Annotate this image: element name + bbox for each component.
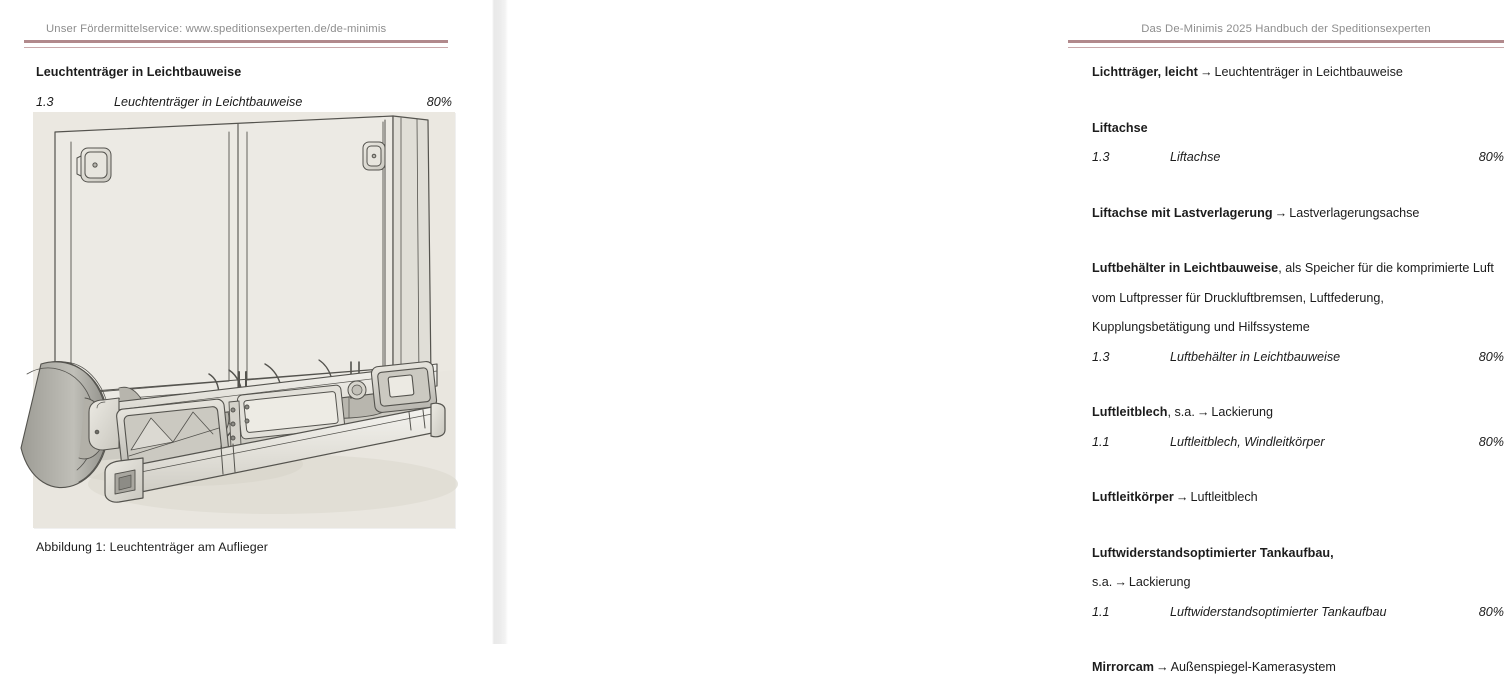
- glossary-entry: [1092, 114, 1504, 173]
- header-rule-left: [24, 40, 448, 48]
- glossary-entry: [1092, 539, 1504, 628]
- term-label: Liftachse mit Lastverlagerung: [1092, 205, 1273, 220]
- measure-description: Luftwiderstandsoptimierter Tankaufbau: [1170, 604, 1387, 619]
- entry-leuchtentraeger: [36, 58, 452, 117]
- term-label: Luftleitkörper: [1092, 490, 1174, 504]
- page-right: [508, 0, 1504, 674]
- measure-share: 80%: [1478, 150, 1504, 164]
- measure-code: 1.1: [1092, 604, 1110, 619]
- running-header-right: [1068, 22, 1504, 48]
- entry-cross-reference-line: [1092, 568, 1504, 598]
- measure-code: 1.1: [1092, 434, 1110, 449]
- entry-term-line: [1092, 199, 1504, 229]
- measure-code: 1.3: [1092, 150, 1110, 164]
- measure-row: [1092, 143, 1504, 173]
- header-left-text: Unser Fördermittelservice: www.speditionsexperten.de/de-minimis: [46, 23, 387, 35]
- cross-reference-arrow-icon: →: [1199, 65, 1213, 79]
- measure-share: 80%: [426, 94, 452, 109]
- cross-reference-target[interactable]: Luftleitblech: [1190, 490, 1258, 504]
- cross-reference-arrow-icon: →: [1156, 660, 1169, 674]
- figure-caption: Abbildung 1: Leuchtenträger am Auflieger: [36, 540, 269, 554]
- header-rule-right: [1068, 40, 1504, 48]
- measure-row: [1092, 598, 1504, 628]
- entry-term-line: [1092, 539, 1504, 569]
- entry-term-line: [36, 58, 452, 88]
- term-label: Lichtträger, leicht: [1092, 65, 1198, 79]
- measure-share: 80%: [1478, 349, 1504, 364]
- entry-spacer: [1092, 228, 1504, 254]
- measure-description: Luftleitblech, Windleitkörper: [1170, 434, 1325, 449]
- measure-description: Luftbehälter in Leichtbauweise: [1170, 349, 1341, 364]
- measure-row: [1092, 428, 1504, 458]
- glossary-entry: [1092, 58, 1504, 88]
- entry-description: , s.a.: [1167, 405, 1195, 419]
- header-right-text: Das De-Minimis 2025 Handbuch der Speditionsexperten: [1141, 23, 1431, 35]
- term-label: Mirrorcam: [1092, 660, 1155, 674]
- entry-spacer: [1092, 173, 1504, 199]
- figure-image-leuchtentraeger: [33, 112, 455, 528]
- glossary-entry: [1092, 254, 1504, 372]
- term-label: Luftwiderstandsoptimierter Tankaufbau,: [1092, 545, 1334, 560]
- page-gutter: [492, 0, 508, 644]
- entry-term-line: [1092, 398, 1504, 428]
- cross-reference-target[interactable]: Lastverlagerungsachse: [1289, 205, 1420, 220]
- cross-reference-target[interactable]: Lackierung: [1211, 405, 1274, 419]
- entry-spacer: [1092, 88, 1504, 114]
- right-page-body: [1092, 58, 1504, 683]
- term-label: Luftleitblech: [1092, 405, 1168, 419]
- entry-spacer: [1092, 513, 1504, 539]
- glossary-entry: [1092, 398, 1504, 457]
- glossary-entry: [1092, 653, 1504, 683]
- entry-term-line: [1092, 254, 1504, 343]
- term-label: Luftbehälter in Leichtbauweise: [1092, 261, 1279, 275]
- cross-reference-target[interactable]: Lackierung: [1128, 575, 1191, 589]
- cross-reference-arrow-icon: →: [1175, 490, 1189, 504]
- cross-reference-arrow-icon: →: [1274, 205, 1288, 220]
- measure-description: Liftachse: [1170, 150, 1221, 164]
- entry-spacer: [1092, 457, 1504, 483]
- entry-description: s.a.: [1092, 575, 1113, 589]
- measure-share: 80%: [1478, 604, 1504, 619]
- glossary-entry: [1092, 483, 1504, 513]
- figure-block: [33, 112, 455, 528]
- cross-reference-target[interactable]: Leuchtenträger in Leichtbauweise: [1214, 65, 1403, 79]
- measure-description: Leuchtenträger in Leichtbauweise: [114, 94, 303, 109]
- term-label: Liftachse: [1092, 120, 1148, 135]
- measure-code: 1.3: [1092, 349, 1110, 364]
- left-page-body: [36, 58, 452, 117]
- entry-spacer: [1092, 372, 1504, 398]
- entry-spacer: [1092, 627, 1504, 653]
- cross-reference-arrow-icon: →: [1196, 405, 1210, 419]
- measure-share: 80%: [1478, 434, 1504, 449]
- cross-reference-arrow-icon: →: [1114, 575, 1127, 589]
- entry-term-line: [1092, 483, 1504, 513]
- measure-code: 1.3: [36, 94, 54, 109]
- glossary-entry: [1092, 199, 1504, 229]
- measure-row: [1092, 343, 1504, 373]
- running-header-left: [24, 22, 448, 48]
- cross-reference-target[interactable]: Außenspiegel-Kamerasystem: [1170, 660, 1336, 674]
- term-label: Leuchtenträger in Leichtbauweise: [36, 65, 242, 79]
- entry-term-line: [1092, 653, 1504, 683]
- page-left: [0, 0, 492, 644]
- entry-term-line: [1092, 114, 1504, 144]
- entry-term-line: [1092, 58, 1504, 88]
- entry-description: , als Speicher für die komprimierte Luft vom Luftpresser für Druckluftbremsen, Luftfederung, Kupplungsbetätigung und Hilfssysteme: [1092, 261, 1494, 334]
